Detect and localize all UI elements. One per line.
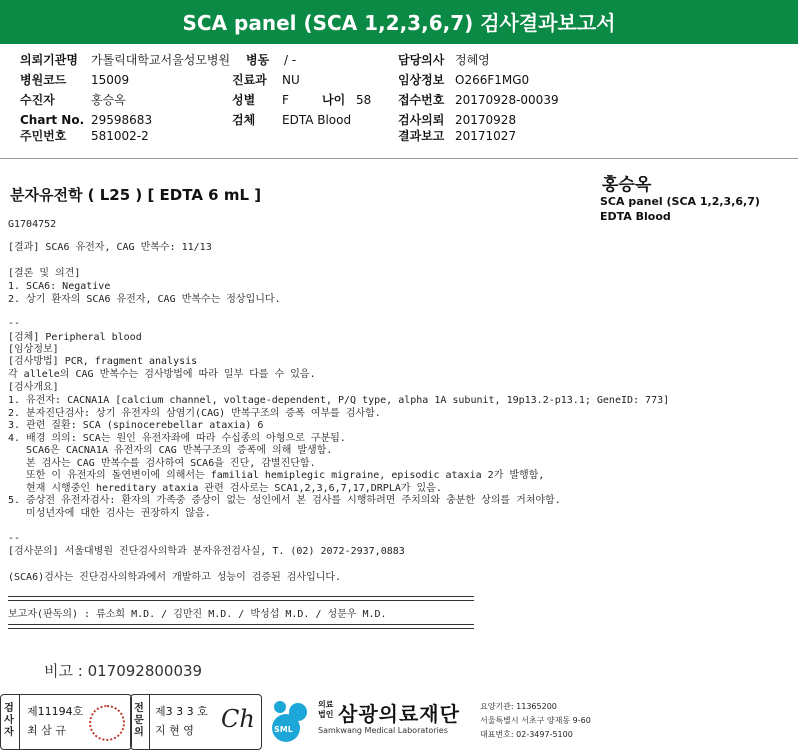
info-value: 581002-2 <box>91 129 149 143</box>
info-value: 20170928 <box>455 113 517 127</box>
info-label: 주민번호 <box>20 129 67 143</box>
info-value: 홍승옥 <box>91 93 126 107</box>
info-value: 20170928-00039 <box>455 93 559 107</box>
info-label: 의뢰기관명 <box>20 53 78 67</box>
report-line: 미성년자에 대한 검사는 권장하지 않음. <box>8 508 211 519</box>
specialist-box <box>130 694 262 750</box>
info-label: 임상정보 <box>398 73 445 87</box>
report-line: [검체] Peripheral blood <box>8 332 142 343</box>
tester-box-label: 검사자 <box>4 703 14 738</box>
report-line: 또한 이 유전자의 돌연변이에 의해서는 familial hemiplegic migraine, episodic ataxia 2가 발행함, <box>8 470 545 481</box>
report-line: 각 allele의 CAG 반복수는 검사방법에 따라 일부 다를 수 있음. <box>8 369 316 380</box>
report-line: 4. 배경 의의: SCA는 원인 유전자좌에 따라 수십종의 아형으로 구분됨. <box>8 433 346 444</box>
report-line: G1704752 <box>8 219 57 230</box>
info-label: 결과보고 <box>398 129 445 143</box>
info-label: 병동 <box>246 53 270 67</box>
report-line: 2. 분자진단검사: 상기 유전자의 삼염기(CAG) 반복구조의 증폭 여부를 검사함. <box>8 408 381 419</box>
info-value: 가톨릭대학교서울성모병원 <box>91 53 231 67</box>
patient-name: 홍승옥 <box>602 175 652 195</box>
report-line: 5. 증상전 유전자검사: 환자의 가족중 증상이 없는 성인에서 본 검사를 시행하려면 주치의와 충분한 상의를 거쳐야함. <box>8 495 561 506</box>
logo-name: 삼광의료재단 <box>338 702 460 726</box>
logo-prefix-1: 의료 <box>318 700 334 709</box>
tester-name: 최 삼 규 <box>27 724 66 737</box>
specialist-name: 지 현 영 <box>155 724 194 737</box>
info-label: 나이 <box>322 93 346 107</box>
info-label: 접수번호 <box>398 93 445 107</box>
info-value: 15009 <box>91 73 130 87</box>
contact-phone: 대표번호: 02-3497-5100 <box>480 730 573 739</box>
info-value: 20171027 <box>455 129 517 143</box>
info-label: 검체 <box>232 113 256 127</box>
separator-line <box>8 600 474 601</box>
info-label: 검사의뢰 <box>398 113 445 127</box>
report-line: 본 검사는 CAG 반복수를 검사하여 SCA6을 진단, 감별진단함. <box>8 458 316 469</box>
report-line: 1. 유전자: CACNA1A [calcium channel, voltage-dependent, P/Q type, alpha 1A subunit, 19p13.2-p13.1; GeneID: 773] <box>8 395 670 406</box>
reporter-line: 보고자(판독의) : 류소희 M.D. / 김만진 M.D. / 박성섭 M.D. / 성문우 M.D. <box>8 609 387 620</box>
logo-prefix-2: 법인 <box>318 710 334 719</box>
patient-specimen: EDTA Blood <box>600 210 671 223</box>
patient-label <box>590 168 798 232</box>
report-line: 3. 관련 질환: SCA (spinocerebellar ataxia) 6 <box>8 420 264 431</box>
logo-prefix <box>318 700 333 720</box>
box-divider <box>19 695 20 749</box>
remark: 비고 : 017092800039 <box>44 662 203 680</box>
report-line: (SCA6)검사는 진단검사의학과에서 개발하고 성능이 검증된 검사입니다. <box>8 572 342 583</box>
info-value: 정혜영 <box>455 53 490 67</box>
info-label: 성별 <box>232 93 256 107</box>
info-value: 58 <box>356 93 372 107</box>
report-title: SCA panel (SCA 1,2,3,6,7) 검사결과보고서 <box>0 0 798 44</box>
report-line: [임상정보] <box>8 344 59 355</box>
info-value: EDTA Blood <box>282 113 352 127</box>
info-value: 29598683 <box>91 113 153 127</box>
specialist-license: 제3 3 3 호 <box>155 705 208 718</box>
tester-box <box>0 694 132 750</box>
section-title: 분자유전학 ( L25 ) [ EDTA 6 mL ] <box>10 186 262 204</box>
specialist-box-label: 전문의 <box>134 703 144 738</box>
logo-english: Samkwang Medical Laboratories <box>318 726 448 735</box>
seal-stamp <box>89 705 125 741</box>
sml-logo-text: SML <box>274 725 293 734</box>
sml-logo-icon <box>268 696 314 744</box>
contact-code: 요양기관: 11365200 <box>480 702 557 711</box>
separator-line <box>8 596 474 597</box>
report-line: [검사개요] <box>8 382 59 393</box>
info-value: F <box>282 93 289 107</box>
info-value: / - <box>284 53 297 67</box>
info-label: 진료과 <box>232 73 267 87</box>
info-value: O266F1MG0 <box>455 73 530 87</box>
report-line: -- <box>8 318 21 329</box>
separator-line <box>8 628 474 629</box>
report-line: [검사문의] 서울대병원 진단검사의학과 분자유전검사실, T. (02) 2072-2937,0883 <box>8 546 405 557</box>
divider <box>0 158 798 159</box>
report-line: -- <box>8 533 21 544</box>
contact-address: 서울특별시 서초구 양재동 9-60 <box>480 716 591 725</box>
report-line: [검사방법] PCR, fragment analysis <box>8 356 198 367</box>
info-value: NU <box>282 73 300 87</box>
report-line: 현재 시행중인 hereditary ataxia 관련 검사로는 SCA1,2,3,6,7,17,DRPLA가 있음. <box>8 483 442 494</box>
info-label: Chart No. <box>20 113 85 127</box>
info-label: 병원코드 <box>20 73 67 87</box>
box-divider <box>149 695 150 749</box>
info-label: 수진자 <box>20 93 55 107</box>
separator-line <box>8 624 474 625</box>
signature: Ch <box>221 705 255 733</box>
tester-license: 제11194호 <box>27 705 84 718</box>
report-line: 2. 상기 환자의 SCA6 유전자, CAG 반복수는 정상입니다. <box>8 294 281 305</box>
info-label: 담당의사 <box>398 53 445 67</box>
report-line: [결론 및 의견] <box>8 268 81 279</box>
patient-test: SCA panel (SCA 1,2,3,6,7) <box>600 195 760 208</box>
info-row <box>20 53 78 67</box>
report-line: 1. SCA6: Negative <box>8 281 111 292</box>
report-line: [결과] SCA6 유전자, CAG 반복수: 11/13 <box>8 242 212 253</box>
report-line: SCA6은 CACNA1A 유전자의 CAG 반복구조의 증폭에 의해 발생함. <box>8 445 333 456</box>
